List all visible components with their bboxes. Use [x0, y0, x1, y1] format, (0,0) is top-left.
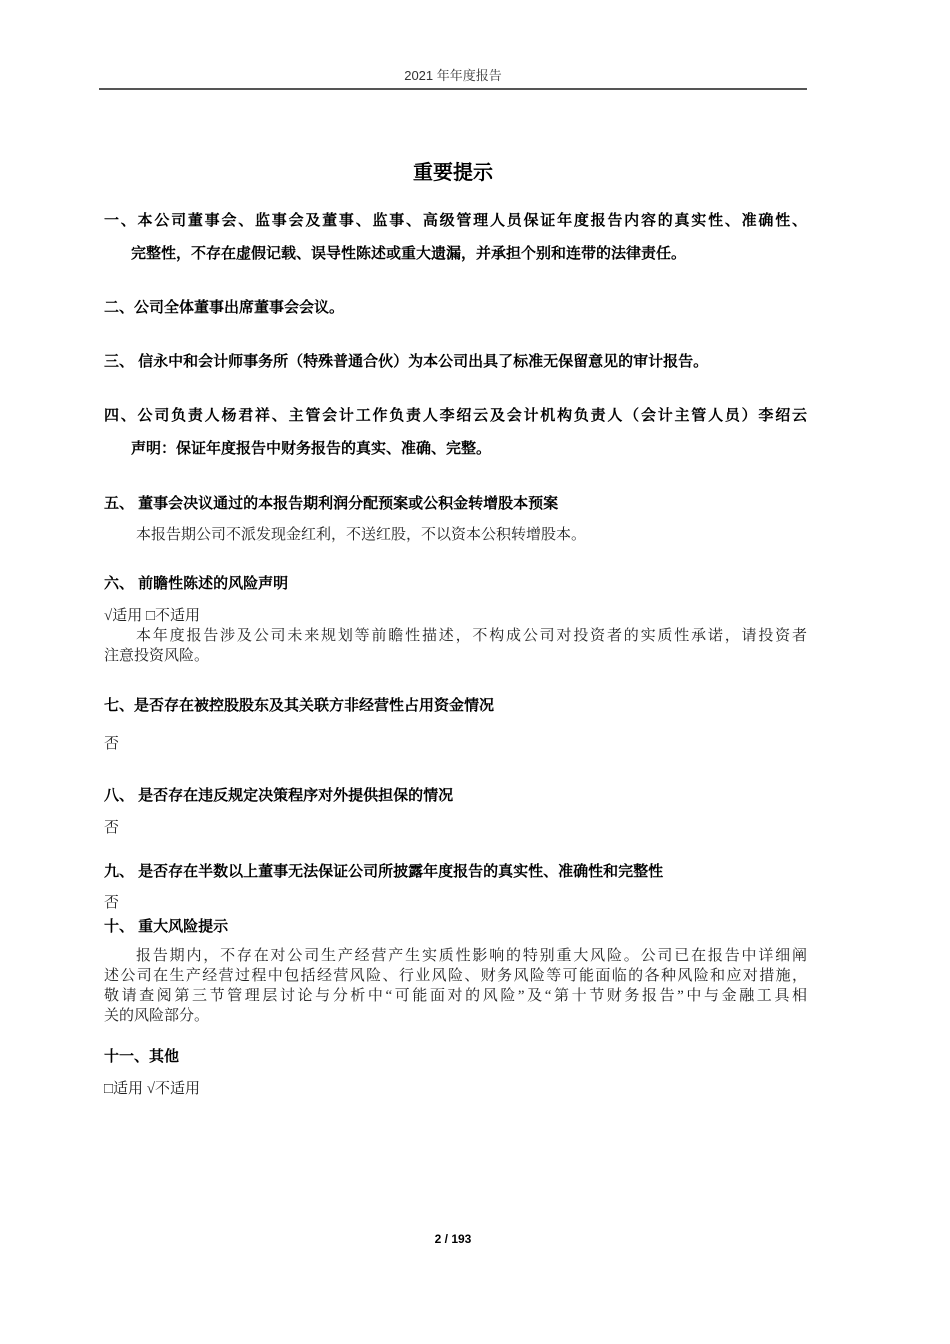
section-5-heading: 五、 董事会决议通过的本报告期利润分配预案或公积金转增股本预案 [104, 495, 559, 512]
section-6-applicability: √适用 □不适用 [104, 608, 201, 624]
section-4-line-2: 声明：保证年度报告中财务报告的真实、准确、完整。 [131, 440, 492, 457]
section-5-body: 本报告期公司不派发现金红利，不送红股，不以资本公积转增股本。 [136, 527, 587, 543]
section-10-body-line-1: 报告期内，不存在对公司生产经营产生实质性影响的特别重大风险。公司已在报告中详细阐 [136, 948, 807, 964]
section-2-heading: 二、公司全体董事出席董事会会议。 [104, 299, 345, 316]
section-7-heading: 七、是否存在被控股股东及其关联方非经营性占用资金情况 [104, 697, 495, 714]
section-10-body-line-3: 敬请查阅第三节管理层讨论与分析中“可能面对的风险”及“第十节财务报告”中与金融工具相 [104, 988, 807, 1004]
section-1-line-1: 一、本公司董事会、监事会及董事、监事、高级管理人员保证年度报告内容的真实性、准确性、 [104, 212, 807, 229]
page-header-title: 2021 年年度报告 [404, 68, 502, 83]
section-9-heading: 九、 是否存在半数以上董事无法保证公司所披露年度报告的真实性、准确性和完整性 [104, 863, 664, 880]
section-6-heading: 六、 前瞻性陈述的风险声明 [104, 575, 289, 592]
section-7-answer: 否 [104, 736, 120, 752]
section-11-applicability: □适用 √不适用 [104, 1081, 201, 1097]
section-8-answer: 否 [104, 820, 120, 836]
section-8-heading: 八、 是否存在违反规定决策程序对外提供担保的情况 [104, 787, 454, 804]
page-number: 2 / 193 [434, 1232, 472, 1246]
section-10-body-line-4: 关的风险部分。 [104, 1008, 210, 1024]
page-title: 重要提示 [413, 162, 493, 184]
section-4-line-1: 四、公司负责人杨君祥、主管会计工作负责人李绍云及会计机构负责人（会计主管人员）李绍云 [104, 407, 807, 424]
header-divider [99, 88, 807, 90]
section-9-answer: 否 [104, 895, 120, 911]
section-3-heading: 三、 信永中和会计师事务所（特殊普通合伙）为本公司出具了标准无保留意见的审计报告。 [104, 353, 709, 370]
section-10-heading: 十、 重大风险提示 [104, 918, 229, 935]
section-1-line-2: 完整性，不存在虚假记载、误导性陈述或重大遗漏，并承担个别和连带的法律责任。 [131, 245, 687, 262]
section-6-body-line-2: 注意投资风险。 [104, 648, 210, 664]
section-11-heading: 十一、其他 [104, 1048, 180, 1065]
section-6-body-line-1: 本年度报告涉及公司未来规划等前瞻性描述，不构成公司对投资者的实质性承诺，请投资者 [136, 628, 807, 644]
section-10-body-line-2: 述公司在生产经营过程中包括经营风险、行业风险、财务风险等可能面临的各种风险和应对措施， [104, 968, 807, 984]
